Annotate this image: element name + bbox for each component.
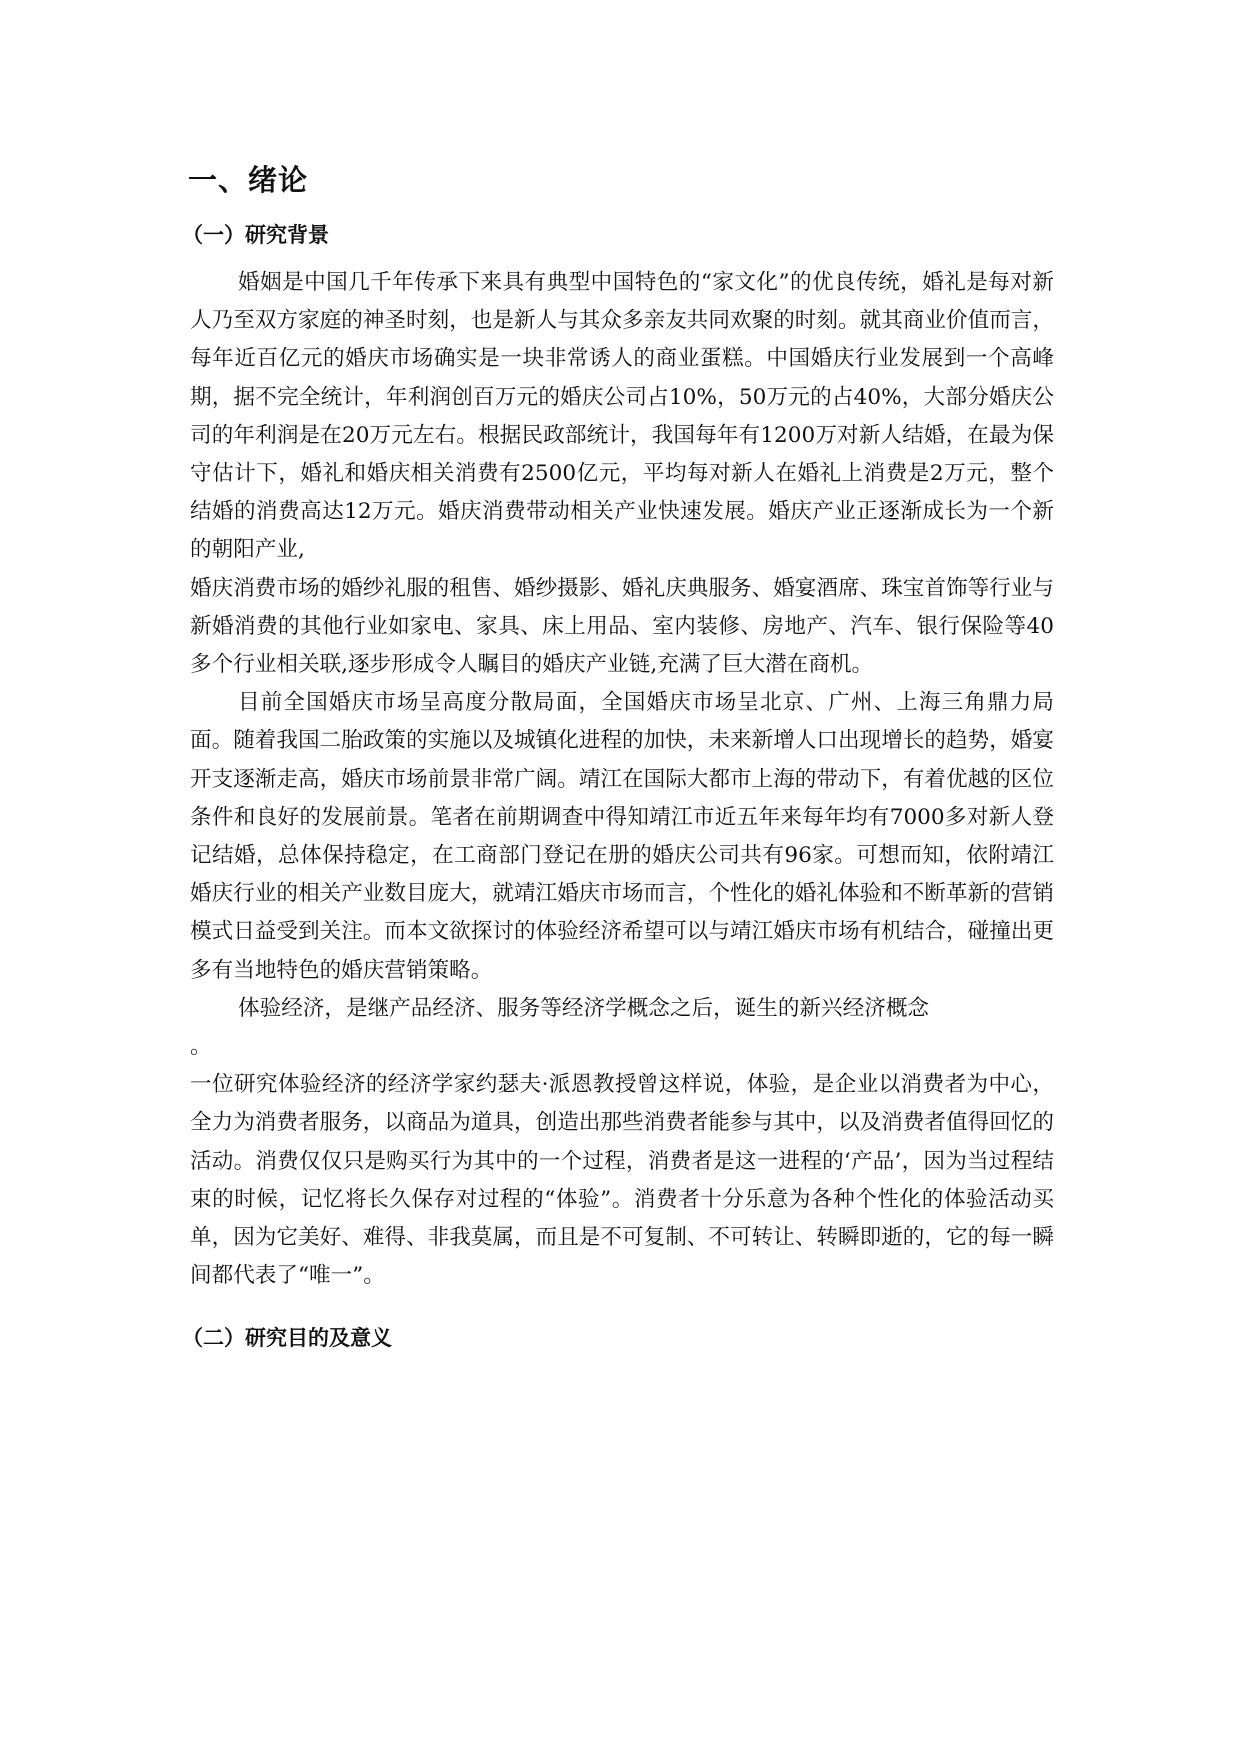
section-heading-purpose: （二）研究目的及意义 — [182, 1326, 392, 1351]
paragraph-experience-economy: 体验经济，是继产品经济、服务等经济学概念之后，诞生的新兴经济概念 — [238, 995, 930, 1021]
paragraph-wedding-culture: 婚姻是中国几千年传承下来具有典型中国特色的“家文化”的优良传统，婚礼是每对新人乃至双方家庭的神圣时刻，也是新人与其众多亲友共同欢聚的时刻。就其商业价值而言，每年近百亿元的婚庆市场确实是一块非常诱人的商业蛋糕。中国婚庆行业发展到一个高峰期，据不完全统计，年利润创百万元的婚庆公司占10%，50万元的占40%，大部分婚庆公司的年利润是在20万元左右。根据民政部统计，我国每年有1200万对新人结婚，在最为保守估计下，婚礼和婚庆相关消费有2500亿元，平均每对新人在婚礼上消费是2万元，整个结婚的消费高达12万元。婚庆消费带动相关产业快速发展。婚庆产业正逐渐成长为一个新的朝阳产业, — [190, 270, 1054, 563]
document-body — [182, 160, 1054, 1367]
paragraph-market-situation: 目前全国婚庆市场呈高度分散局面，全国婚庆市场呈北京、广州、上海三角鼎力局面。随着我国二胎政策的实施以及城镇化进程的加快，未来新增人口出现增长的趋势，婚宴开支逐渐走高，婚庆市场前景非常广阔。靖江在国际大都市上海的带动下，有着优越的区位条件和良好的发展前景。笔者在前期调查中得知靖江市近五年来每年均有7000多对新人登记结婚，总体保持稳定，在工商部门登记在册的婚庆公司共有96家。可想而知，依附靖江婚庆行业的相关产业数目庞大，就靖江婚庆市场而言，个性化的婚礼体验和不断革新的营销模式日益受到关注。而本文欲探讨的体验经济希望可以与靖江婚庆市场有机结合，碰撞出更多有当地特色的婚庆营销策略。 — [190, 690, 1054, 983]
paragraph-industry-chain: 婚庆消费市场的婚纱礼服的租售、婚纱摄影、婚礼庆典服务、婚宴酒席、珠宝首饰等行业与新婚消费的其他行业如家电、家具、床上用品、室内装修、房地产、汽车、银行保险等40多个行业相关联,逐步形成令人瞩目的婚庆产业链,充满了巨大潜在商机。 — [190, 575, 1054, 678]
paragraph-pine-quote: 一位研究体验经济的经济学家约瑟夫·派恩教授曾这样说，体验，是企业以消费者为中心，全力为消费者服务，以商品为道具，创造出那些消费者能参与其中，以及消费者值得回忆的活动。消费仅仅只是购买行为其中的一个过程，消费者是这一进程的‘产品’，因为当过程结束的时候，记忆将长久保存对过程的“体验”。消费者十分乐意为各种个性化的体验活动买单，因为它美好、难得、非我莫属，而且是不可复制、不可转让、转瞬即逝的，它的每一瞬间都代表了“唯一”。 — [190, 1072, 1054, 1289]
chapter-heading: 一、绪论 — [188, 163, 309, 197]
section-heading-background: （一）研究背景 — [182, 223, 329, 247]
paragraph-orphan-period: 。 — [190, 1034, 212, 1060]
